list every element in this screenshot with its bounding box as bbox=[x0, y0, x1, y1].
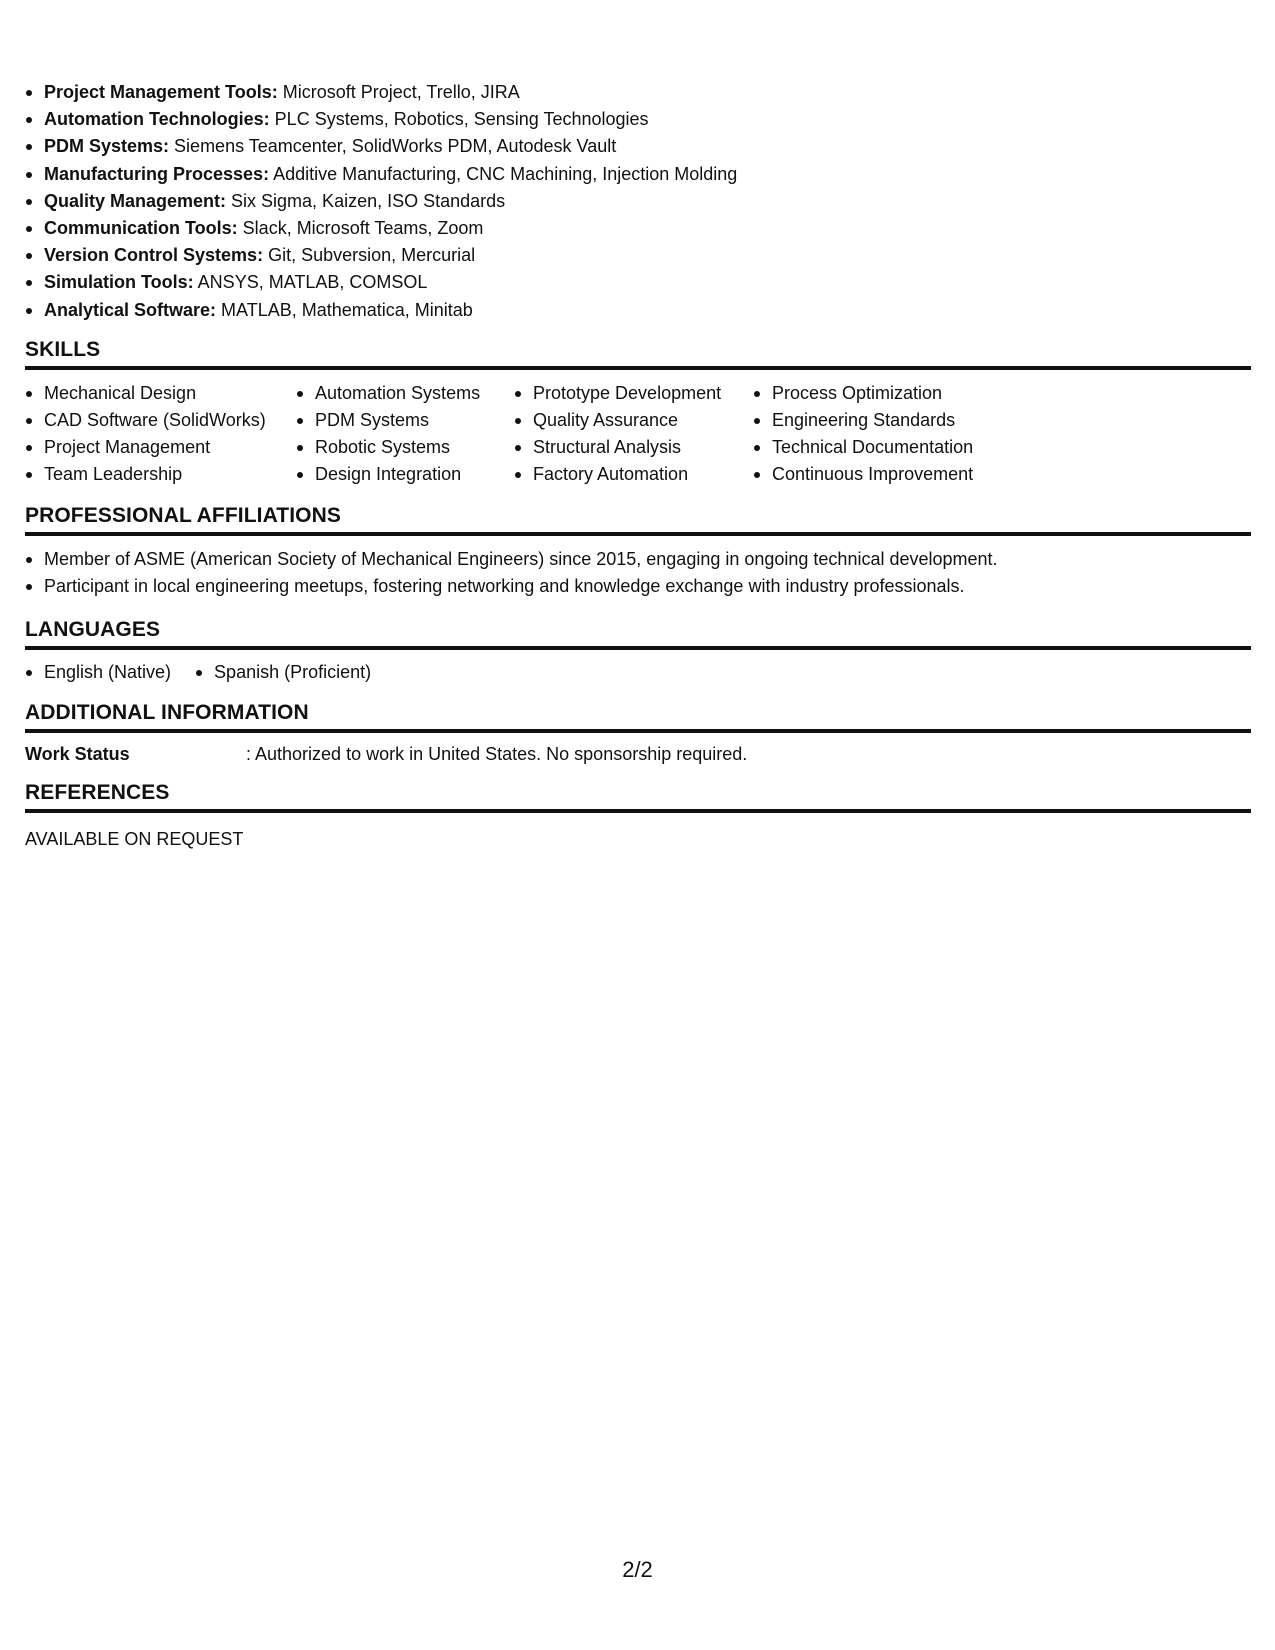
references-heading: REFERENCES bbox=[25, 780, 1251, 813]
skills-column bbox=[296, 380, 480, 488]
tools-item-label: Quality Management: bbox=[44, 190, 227, 211]
tools-item-value: Additive Manufacturing, CNC Machining, Injection Molding bbox=[269, 163, 738, 184]
skill-item: Automation Systems bbox=[296, 380, 480, 407]
tools-item-value: Six Sigma, Kaizen, ISO Standards bbox=[226, 190, 506, 211]
skill-item: CAD Software (SolidWorks) bbox=[25, 407, 266, 434]
tools-item bbox=[25, 133, 737, 160]
skills-grid bbox=[25, 380, 1251, 490]
tools-item bbox=[25, 106, 737, 133]
tools-item-value: Git, Subversion, Mercurial bbox=[263, 245, 476, 266]
skill-item: Team Leadership bbox=[25, 461, 266, 488]
references-text: AVAILABLE ON REQUEST bbox=[25, 829, 244, 849]
languages-list bbox=[25, 659, 395, 686]
skill-item: Technical Documentation bbox=[753, 434, 973, 461]
languages-heading: LANGUAGES bbox=[25, 617, 1251, 650]
skill-item: Continuous Improvement bbox=[753, 461, 973, 488]
tools-list bbox=[25, 79, 737, 324]
tools-item bbox=[25, 269, 737, 296]
tools-item-label: PDM Systems: bbox=[44, 136, 170, 157]
skill-item: Design Integration bbox=[296, 461, 480, 488]
work-status-value: : Authorized to work in United States. No sponsorship required. bbox=[246, 744, 748, 764]
skill-item: Project Management bbox=[25, 434, 266, 461]
skills-column bbox=[514, 380, 721, 488]
skill-item: Engineering Standards bbox=[753, 407, 973, 434]
skill-item: Mechanical Design bbox=[25, 380, 266, 407]
tools-item bbox=[25, 242, 737, 269]
skills-heading: SKILLS bbox=[25, 337, 1251, 370]
affiliations-heading: PROFESSIONAL AFFILIATIONS bbox=[25, 503, 1251, 536]
tools-item-value: Slack, Microsoft Teams, Zoom bbox=[237, 218, 484, 239]
language-item: English (Native) bbox=[25, 659, 171, 686]
skill-item: PDM Systems bbox=[296, 407, 480, 434]
tools-item bbox=[25, 215, 737, 242]
page-number: 2/2 bbox=[622, 1557, 653, 1582]
tools-item-label: Simulation Tools: bbox=[44, 272, 194, 293]
skill-item: Process Optimization bbox=[753, 380, 973, 407]
affiliation-item: Participant in local engineering meetups, fostering networking and knowledge exchange with industry professionals. bbox=[25, 573, 998, 600]
tools-item-label: Automation Technologies: bbox=[44, 109, 270, 130]
tools-item bbox=[25, 161, 737, 188]
affiliation-item: Member of ASME (American Society of Mechanical Engineers) since 2015, engaging in ongoing technical development. bbox=[25, 546, 998, 573]
tools-item-label: Manufacturing Processes: bbox=[44, 163, 270, 184]
skill-item: Structural Analysis bbox=[514, 434, 721, 461]
tools-item-label: Version Control Systems: bbox=[44, 245, 264, 266]
tools-item-value: ANSYS, MATLAB, COMSOL bbox=[193, 272, 428, 293]
skill-item: Quality Assurance bbox=[514, 407, 721, 434]
skills-column bbox=[25, 380, 266, 488]
tools-item-value: PLC Systems, Robotics, Sensing Technologies bbox=[269, 109, 649, 130]
language-item: Spanish (Proficient) bbox=[195, 659, 371, 686]
affiliations-list bbox=[25, 546, 998, 600]
skill-item: Robotic Systems bbox=[296, 434, 480, 461]
skill-item: Prototype Development bbox=[514, 380, 721, 407]
skills-column bbox=[753, 380, 973, 488]
tools-item bbox=[25, 297, 737, 324]
tools-item-label: Analytical Software: bbox=[44, 299, 217, 320]
tools-item-label: Communication Tools: bbox=[44, 218, 238, 239]
tools-item-value: MATLAB, Mathematica, Minitab bbox=[216, 299, 473, 320]
tools-item-value: Microsoft Project, Trello, JIRA bbox=[277, 82, 520, 102]
work-status-label: Work Status bbox=[25, 744, 130, 764]
tools-item-label: Project Management Tools: bbox=[44, 82, 278, 102]
skill-item: Factory Automation bbox=[514, 461, 721, 488]
tools-item bbox=[25, 188, 737, 215]
additional-info-heading: ADDITIONAL INFORMATION bbox=[25, 700, 1251, 733]
tools-item-value: Siemens Teamcenter, SolidWorks PDM, Autodesk Vault bbox=[169, 136, 617, 157]
tools-item bbox=[25, 79, 737, 106]
